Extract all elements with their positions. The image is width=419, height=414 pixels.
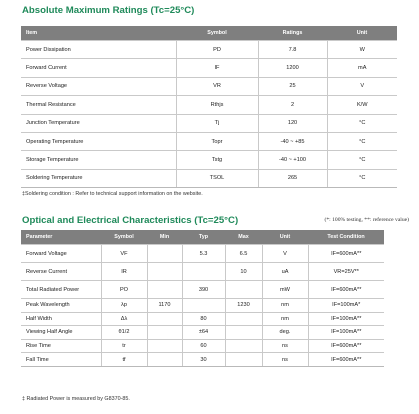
table-cell: ns (262, 339, 308, 353)
table-cell: 265 (258, 169, 327, 187)
table-cell: K/W (327, 96, 397, 114)
table-row (21, 114, 397, 132)
table-cell: VR (176, 77, 258, 95)
column-header: Max (225, 230, 262, 245)
table-cell: 10 (225, 263, 262, 281)
table-cell: Δλ (101, 312, 147, 326)
section-title-optical-electrical: Optical and Electrical Characteristics (Tc=25°C) (22, 215, 239, 226)
table-cell: 120 (258, 114, 327, 132)
table-cell: Total Radiated Power (21, 281, 101, 299)
table-cell: IF=600mA** (308, 281, 384, 299)
table-cell: 1200 (258, 59, 327, 77)
table-cell (225, 281, 262, 299)
table-cell: Power Dissipation (21, 41, 176, 59)
table-cell: 1230 (225, 299, 262, 313)
table-cell: deg. (262, 326, 308, 340)
table-row (21, 326, 384, 340)
table-cell: IF=100mA* (308, 299, 384, 313)
table-row (21, 299, 384, 313)
table-row (21, 339, 384, 353)
table-cell: IF=600mA** (308, 245, 384, 263)
column-header: Symbol (101, 230, 147, 245)
table-row (21, 132, 397, 150)
table-cell: ns (262, 353, 308, 367)
table-cell: IF=600mA** (308, 339, 384, 353)
table-cell (147, 326, 182, 340)
table-row (21, 245, 384, 263)
column-header: Min (147, 230, 182, 245)
table-cell: 80 (182, 312, 225, 326)
table-cell: Forward Voltage (21, 245, 101, 263)
table-cell: 6.5 (225, 245, 262, 263)
table-cell: Tstg (176, 151, 258, 169)
column-header: Typ (182, 230, 225, 245)
table-cell: VF (101, 245, 147, 263)
table-cell: V (327, 77, 397, 95)
table-cell (225, 326, 262, 340)
table-cell: Tj (176, 114, 258, 132)
table-cell: mA (327, 59, 397, 77)
table-cell: Half Width (21, 312, 101, 326)
table-row (21, 151, 397, 169)
table-cell: nm (262, 299, 308, 313)
table-cell: 25 (258, 77, 327, 95)
table-cell: IF=100mA** (308, 312, 384, 326)
soldering-note: ‡Soldering condition : Refer to technical support information on the website. (22, 191, 203, 197)
table-cell: Reverse Current (21, 263, 101, 281)
table-cell: Soldering Temperature (21, 169, 176, 187)
table-cell: TSOL (176, 169, 258, 187)
table-cell: IF (176, 59, 258, 77)
table-cell: Viewing Half Angle (21, 326, 101, 340)
table-row (21, 77, 397, 95)
table-cell: 7.8 (258, 41, 327, 59)
table-cell: Operating Temperature (21, 132, 176, 150)
table-row (21, 41, 397, 59)
table-cell: IF=600mA** (308, 353, 384, 367)
table-cell: PO (101, 281, 147, 299)
column-header: Test Condition (308, 230, 384, 245)
table-cell: -40 ~ +85 (258, 132, 327, 150)
table-header-row (21, 26, 397, 41)
table-row (21, 59, 397, 77)
table-cell: Topr (176, 132, 258, 150)
table-cell: ±64 (182, 326, 225, 340)
table-cell: Junction Temperature (21, 114, 176, 132)
table-row (21, 96, 397, 114)
table-header-row (21, 230, 384, 245)
table-cell: °C (327, 169, 397, 187)
table-cell: Forward Current (21, 59, 176, 77)
table-cell: uA (262, 263, 308, 281)
table-row (21, 263, 384, 281)
table-cell (147, 281, 182, 299)
optical-electrical-table (21, 230, 384, 367)
table-cell (147, 339, 182, 353)
table-cell: Peak Wavelength (21, 299, 101, 313)
table-cell: tr (101, 339, 147, 353)
table-cell: IF=100mA** (308, 326, 384, 340)
table-cell (147, 263, 182, 281)
table-cell: Thermal Resistance (21, 96, 176, 114)
table-cell: 60 (182, 339, 225, 353)
table-cell: °C (327, 151, 397, 169)
table-row (21, 312, 384, 326)
table-cell: 30 (182, 353, 225, 367)
table-row (21, 169, 397, 187)
testing-legend: (*: 100% testing, **: reference value) (324, 217, 409, 223)
table-cell: 390 (182, 281, 225, 299)
table-row (21, 281, 384, 299)
table-cell: Storage Temperature (21, 151, 176, 169)
table-cell: IR (101, 263, 147, 281)
table-cell: PD (176, 41, 258, 59)
table-cell (147, 353, 182, 367)
column-header: Ratings (258, 26, 327, 41)
table-cell (182, 263, 225, 281)
column-header: Symbol (176, 26, 258, 41)
table-cell: θ1/2 (101, 326, 147, 340)
column-header: Unit (262, 230, 308, 245)
column-header: Item (21, 26, 176, 41)
table-cell: 5.3 (182, 245, 225, 263)
column-header: Unit (327, 26, 397, 41)
section-title-absolute-max: Absolute Maximum Ratings (Tc=25°C) (22, 5, 195, 16)
table-cell (147, 312, 182, 326)
table-cell: tf (101, 353, 147, 367)
table-cell: °C (327, 114, 397, 132)
table-cell: W (327, 41, 397, 59)
table-cell: 2 (258, 96, 327, 114)
table-cell (225, 312, 262, 326)
absolute-max-ratings-table (21, 26, 397, 188)
table-cell: λp (101, 299, 147, 313)
table-cell: °C (327, 132, 397, 150)
table-cell: mW (262, 281, 308, 299)
radiated-power-note: ‡ Radiated Power is measured by G8370-85. (22, 396, 130, 402)
table-cell: Reverse Voltage (21, 77, 176, 95)
table-cell (147, 245, 182, 263)
table-cell: V (262, 245, 308, 263)
column-header: Parameter (21, 230, 101, 245)
table-cell: Rthjs (176, 96, 258, 114)
table-cell: nm (262, 312, 308, 326)
table-cell: VR=25V** (308, 263, 384, 281)
table-cell (225, 339, 262, 353)
table-cell (182, 299, 225, 313)
table-cell: -40 ~ +100 (258, 151, 327, 169)
table-cell (225, 353, 262, 367)
table-cell: Fall Time (21, 353, 101, 367)
table-cell: 1170 (147, 299, 182, 313)
table-cell: Rise Time (21, 339, 101, 353)
table-row (21, 353, 384, 367)
